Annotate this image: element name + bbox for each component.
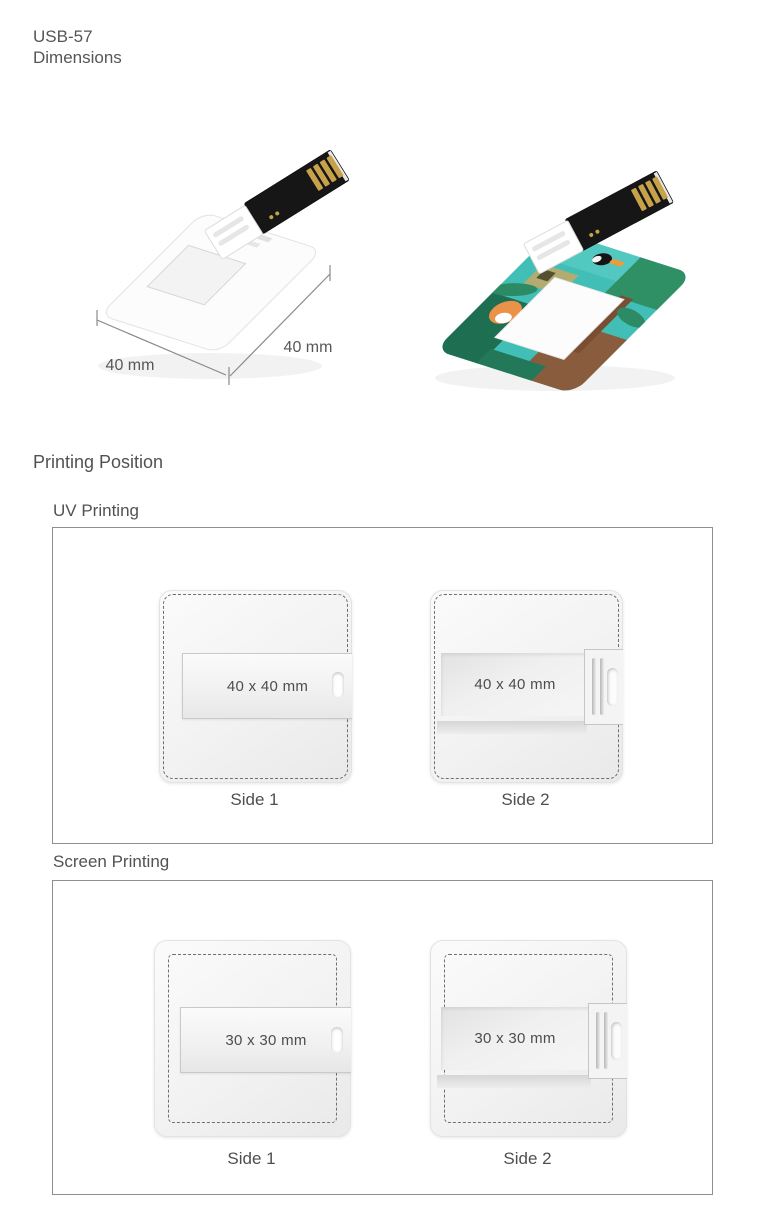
screen-side1-card [154,940,351,1137]
uv-side2-card [430,590,623,783]
screen-printing-heading: Screen Printing [53,852,170,871]
grip-groove [600,658,604,715]
screen-side1-print-area: 30 x 30 mm [225,1031,307,1049]
uv-printing-heading: UV Printing [53,501,139,520]
printed-card-usb-photo [395,148,710,403]
slider-front [182,653,352,719]
uv-side1-card [159,590,352,783]
lanyard-slot [607,668,618,706]
page-header [33,26,122,68]
screen-side2-card [430,940,627,1137]
edge-band [437,721,587,734]
screen-printing-box [52,880,713,1195]
grip-groove [596,1012,600,1069]
depth-dimension-label: 40 mm [283,339,333,356]
uv-printing-box [52,527,713,844]
lanyard-slot [332,672,344,698]
recessed-face [441,1007,589,1070]
lanyard-slot [331,1027,343,1053]
grip-panel [588,1003,627,1079]
printing-position-heading: Printing Position [33,452,164,472]
lanyard-slot [611,1022,622,1060]
screen-side2-print-area: 30 x 30 mm [474,1030,556,1047]
screen-side2-caption: Side 2 [503,1149,552,1168]
width-dimension-label: 40 mm [105,357,155,374]
white-card-usb-photo [80,148,360,393]
slider-front [180,1007,351,1073]
uv-side2-caption: Side 2 [501,790,550,809]
uv-side1-caption: Side 1 [230,790,279,809]
uv-side2-print-area: 40 x 40 mm [474,676,556,693]
grip-panel [584,649,623,725]
recessed-face [441,653,589,716]
page-title: Dimensions [33,48,122,67]
screen-side1-caption: Side 1 [227,1149,276,1168]
edge-band [437,1075,591,1088]
product-model: USB-57 [33,27,93,46]
grip-groove [592,658,596,715]
grip-groove [604,1012,608,1069]
uv-side1-print-area: 40 x 40 mm [226,677,309,695]
